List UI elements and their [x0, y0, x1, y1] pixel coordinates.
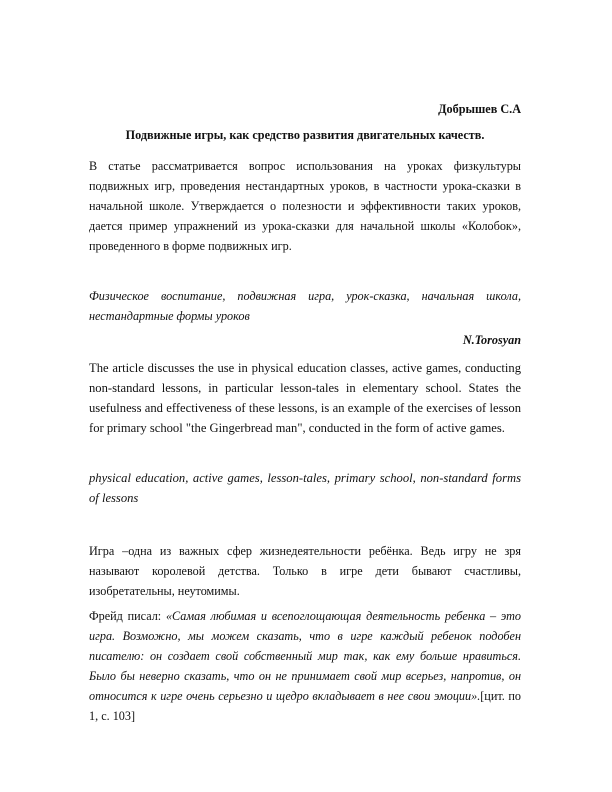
quote-lead: Фрейд писал: [89, 609, 166, 623]
freud-quote: «Самая любимая и всепоглощающая деятельность ребенка – это игра. Возможно, мы можем сказать, что в игре каждый ребенок подобен писателю: он создает свой собственный мир так, как ему больше нравиться. Было бы неверно сказать, что он не принимает свой мир всерьез, напротив, он относится к игре очень серьезно и щедро вкладывает в нее свои эмоции». [89, 609, 521, 703]
body-paragraph-1: Игра –одна из важных сфер жизнедеятельности ребёнка. Ведь игру не зря называют королевой детства. Только в игре дети бывают счастливы, изобретательны, неутомимы. [89, 544, 521, 598]
citation: [цит. по 1, с. 103] [89, 689, 521, 723]
abstract-en: The article discusses the use in physical education classes, active games, conducting non-standard lessons, in particular lesson-tales in elementary school. States the usefulness and effectiveness of these lessons, is an example of the exercises of lesson for primary school "the Gingerbread man", conducted in the form of active games. [89, 361, 521, 435]
keywords-ru: Физическое воспитание, подвижная игра, урок-сказка, начальная школа, нестандартные формы уроков [89, 289, 521, 323]
keywords-en: physical education, active games, lesson-tales, primary school, non-standard forms of lessons [89, 471, 521, 505]
body-paragraph-2 [89, 606, 521, 726]
author-name-en: N.Torosyan [462, 333, 521, 347]
abstract-ru: В статье рассматривается вопрос использования на уроках физкультуры подвижных игр, проведения нестандартных уроков, в частности урока-сказки в начальной школе. Утверждается о полезности и эффективности таких уроков, дается пример упражнений из урока-сказки для начальной школы «Колобок», проведенного в форме подвижных игр. [89, 159, 521, 253]
article-title-ru: Подвижные игры, как средство развития двигательных качеств. [125, 128, 485, 142]
author-name-ru: Добрышев С.А [438, 102, 521, 116]
